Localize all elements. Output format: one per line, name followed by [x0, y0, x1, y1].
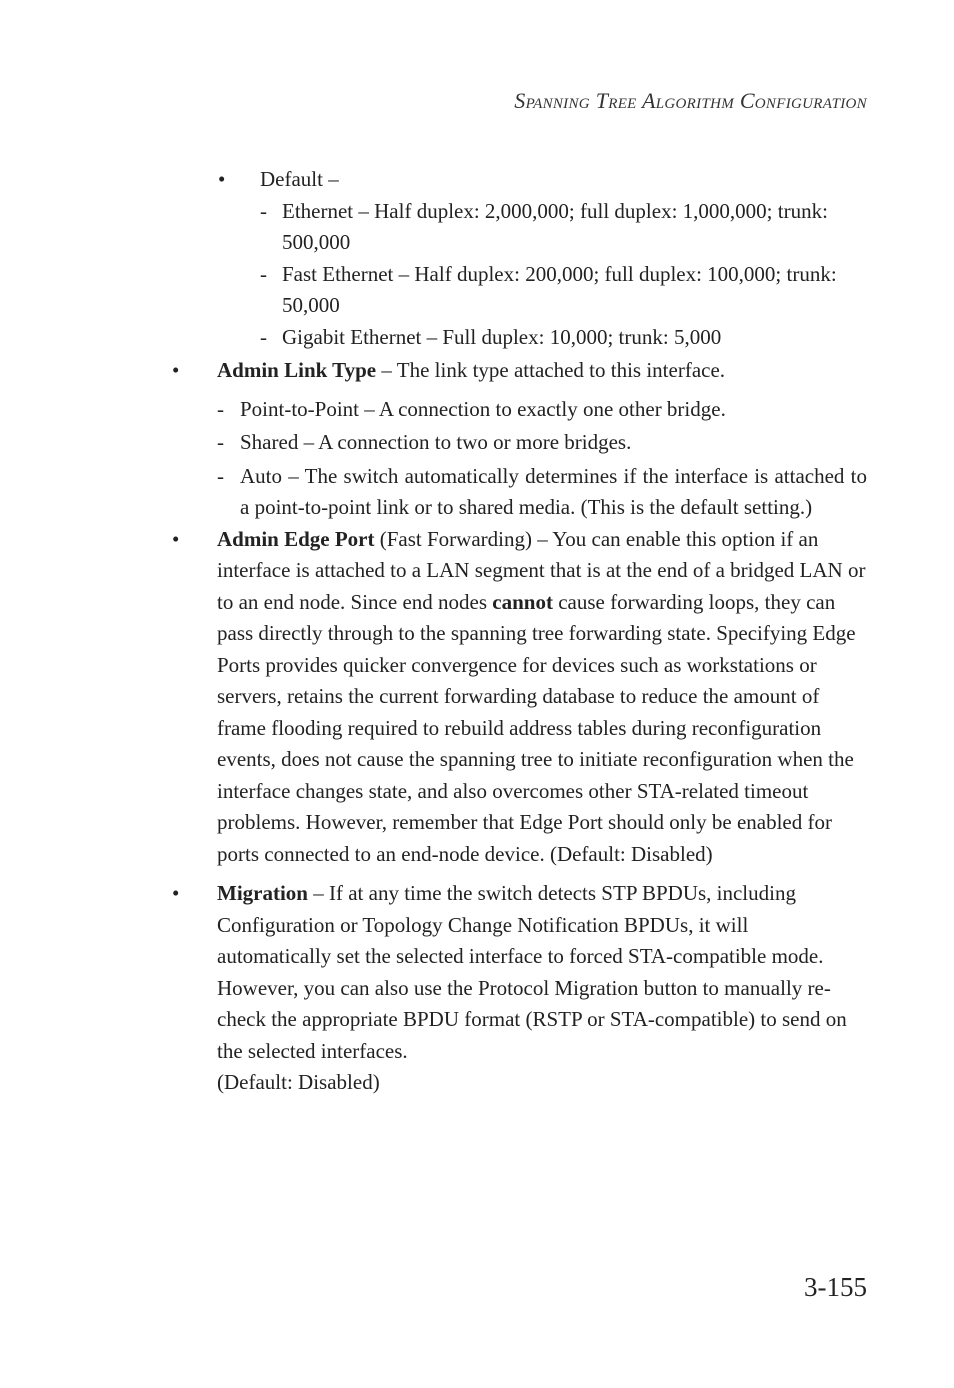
- admin-edge-port-text-after: cause forwarding loops, they can pass directly through to the spanning tree forwarding state. Specifying Edge Ports provides quicker convergence for devices such as workstations or servers, retains the current forwarding database to reduce the amount of frame flooding required to rebuild address tables during reconfiguration events, does not cause the spanning tree to initiate reconfiguration when the interface changes state, and also overcomes other STA-related timeout problems. However, remember that Edge Port should only be enabled for ports connected to an end-node device. (Default: Disabled): [217, 589, 856, 866]
- dash-marker: -: [217, 396, 224, 421]
- bullet-marker: •: [172, 881, 180, 905]
- link-type-option-point-to-point: - Point-to-Point – A connection to exactly one other bridge.: [240, 394, 867, 426]
- admin-link-type-bullet: [172, 355, 867, 387]
- migration-default-note: (Default: Disabled): [217, 1070, 380, 1094]
- bullet-marker: •: [172, 358, 180, 382]
- dash-marker: -: [260, 198, 267, 223]
- admin-edge-port-bullet: [172, 524, 867, 871]
- dash-marker: -: [260, 324, 267, 349]
- admin-link-type-term: Admin Link Type: [217, 358, 377, 382]
- page-number: 3-155: [804, 1272, 867, 1302]
- page-body: [0, 164, 954, 1099]
- bullet-marker: •: [172, 526, 180, 551]
- admin-edge-port-text-before: (Fast Forwarding) – You can enable this option if an interface is attached to a LAN segment that is at the end of a bridged LAN or to an end node. Since end nodes: [217, 526, 866, 614]
- dash-marker: -: [217, 430, 224, 454]
- bullet-marker: •: [218, 167, 226, 191]
- default-bullet: [218, 164, 867, 196]
- migration-term: Migration: [217, 881, 308, 905]
- running-header: Spanning Tree Algorithm Configuration: [514, 88, 867, 113]
- dash-marker: -: [260, 261, 267, 286]
- default-item-gigabit-ethernet: - Gigabit Ethernet – Full duplex: 10,000; trunk: 5,000: [282, 322, 867, 354]
- link-type-option-shared: - Shared – A connection to two or more bridges.: [240, 427, 867, 459]
- admin-link-type-description: – The link type attached to this interface.: [376, 358, 726, 382]
- migration-bullet: [172, 878, 867, 1099]
- default-label: Default –: [260, 167, 339, 191]
- dash-marker: -: [217, 463, 224, 488]
- migration-description: – If at any time the switch detects STP BPDUs, including Configuration or Topology Change Notification BPDUs, it will automatically set the selected interface to forced STA-compatible mode. However, you can also use the Protocol Migration button to manually re-check the appropriate BPDU format (RSTP or STA-compatible) to send on the selected interfaces.: [217, 881, 847, 1063]
- default-item-ethernet: - Ethernet – Half duplex: 2,000,000; full duplex: 1,000,000; trunk: 500,000: [282, 196, 867, 259]
- default-item-fast-ethernet: - Fast Ethernet – Half duplex: 200,000; full duplex: 100,000; trunk: 50,000: [282, 259, 867, 322]
- admin-edge-port-term: Admin Edge Port: [217, 526, 375, 551]
- admin-edge-port-emphasis: cannot: [492, 589, 553, 614]
- link-type-option-auto: - Auto – The switch automatically determines if the interface is attached to a point-to-point link or to shared media. (This is the default setting.): [240, 461, 867, 524]
